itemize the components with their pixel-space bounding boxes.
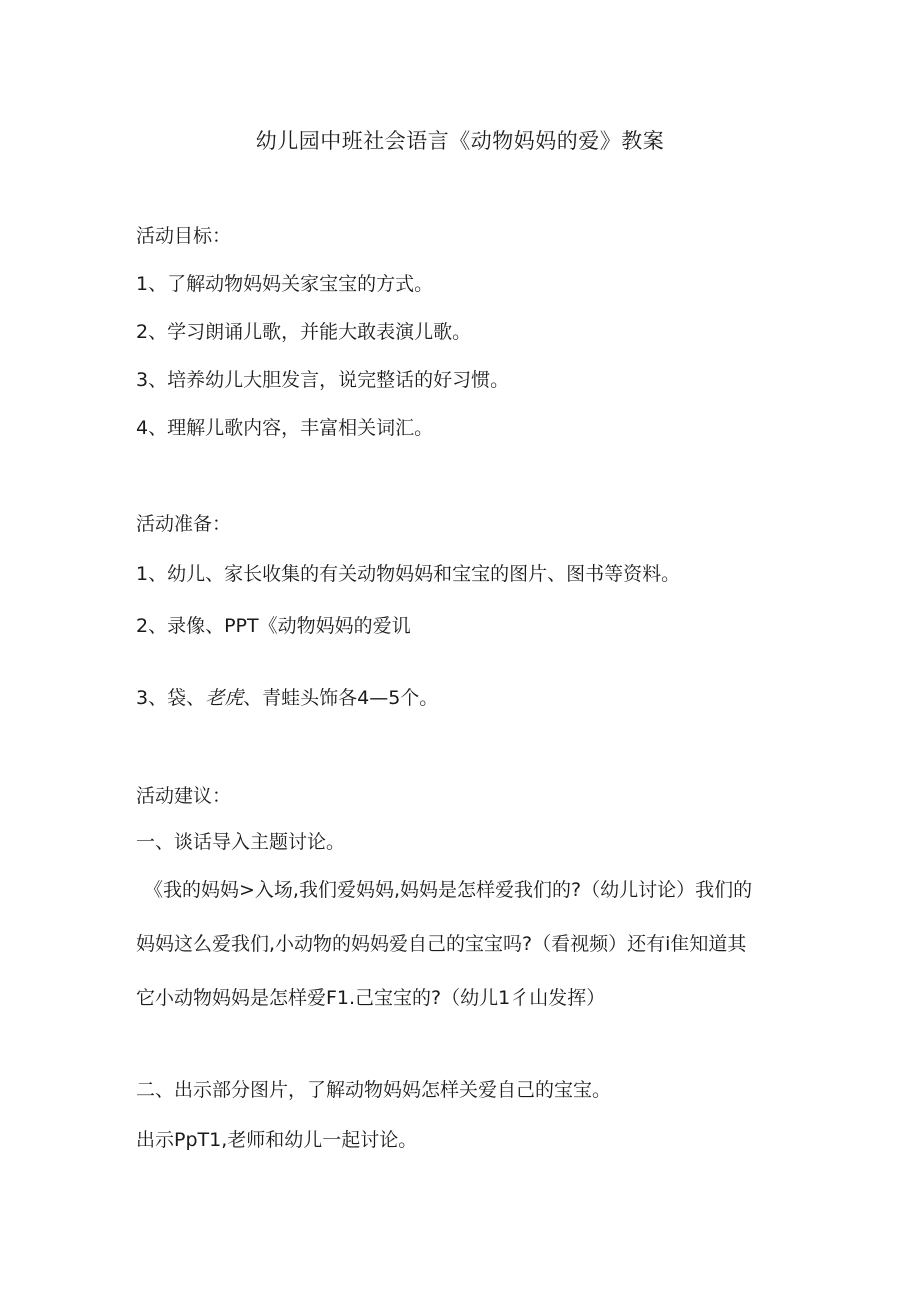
preparation-heading: 活动准备：: [136, 513, 232, 535]
preparation-item-3-suffix: 、青蛙头饰各4—5个。: [243, 687, 439, 709]
goal-item-1: 1、了解动物妈妈关家宝宝的方式。: [136, 273, 434, 295]
preparation-item-2: 2、录像、PPT《动物妈妈的爱讥: [136, 615, 411, 637]
section-1-line-1: 《我的妈妈>入场,我们爱妈妈,妈妈是怎样爱我们的?（幼儿讨论）我们的: [144, 879, 753, 901]
section-1-paragraph: [136, 876, 796, 1038]
suggestions-heading: 活动建议：: [136, 785, 232, 807]
section-1-title: 一、谈话导入主题讨论。: [136, 831, 346, 853]
preparation-item-3-italic: 老虎: [205, 687, 244, 709]
preparation-item-3: [136, 684, 438, 712]
section-1-line-2: 妈妈这么爱我们,小动物的妈妈爱自己的宝宝吗?（看视频）还有i隹知道其: [136, 933, 747, 955]
goal-item-3: 3、培养幼儿大胆发言，说完整话的好习惯。: [136, 369, 510, 391]
section-2-line: 出示PpT1,老师和幼儿一起讨论。: [136, 1129, 418, 1151]
goal-item-4: 4、理解儿歌内容，丰富相关词汇。: [136, 417, 434, 439]
goal-item-2: 2、学习朗诵儿歌，并能大敢表演儿歌。: [136, 321, 472, 343]
section-2-title: 二、出示部分图片，了解动物妈妈怎样关爱自己的宝宝。: [136, 1079, 612, 1101]
goals-heading: 活动目标：: [136, 225, 232, 247]
section-1-line-3: 它小动物妈妈是怎样爱F1.己宝宝的?（幼儿1彳山发挥）: [136, 987, 606, 1009]
preparation-item-3-prefix: 3、袋、: [136, 687, 206, 709]
preparation-item-1: 1、幼儿、家长收集的有关动物妈妈和宝宝的图片、图书等资料。: [136, 563, 681, 585]
document-title: 幼儿园中班社会语言《动物妈妈的爱》教案: [255, 129, 665, 153]
